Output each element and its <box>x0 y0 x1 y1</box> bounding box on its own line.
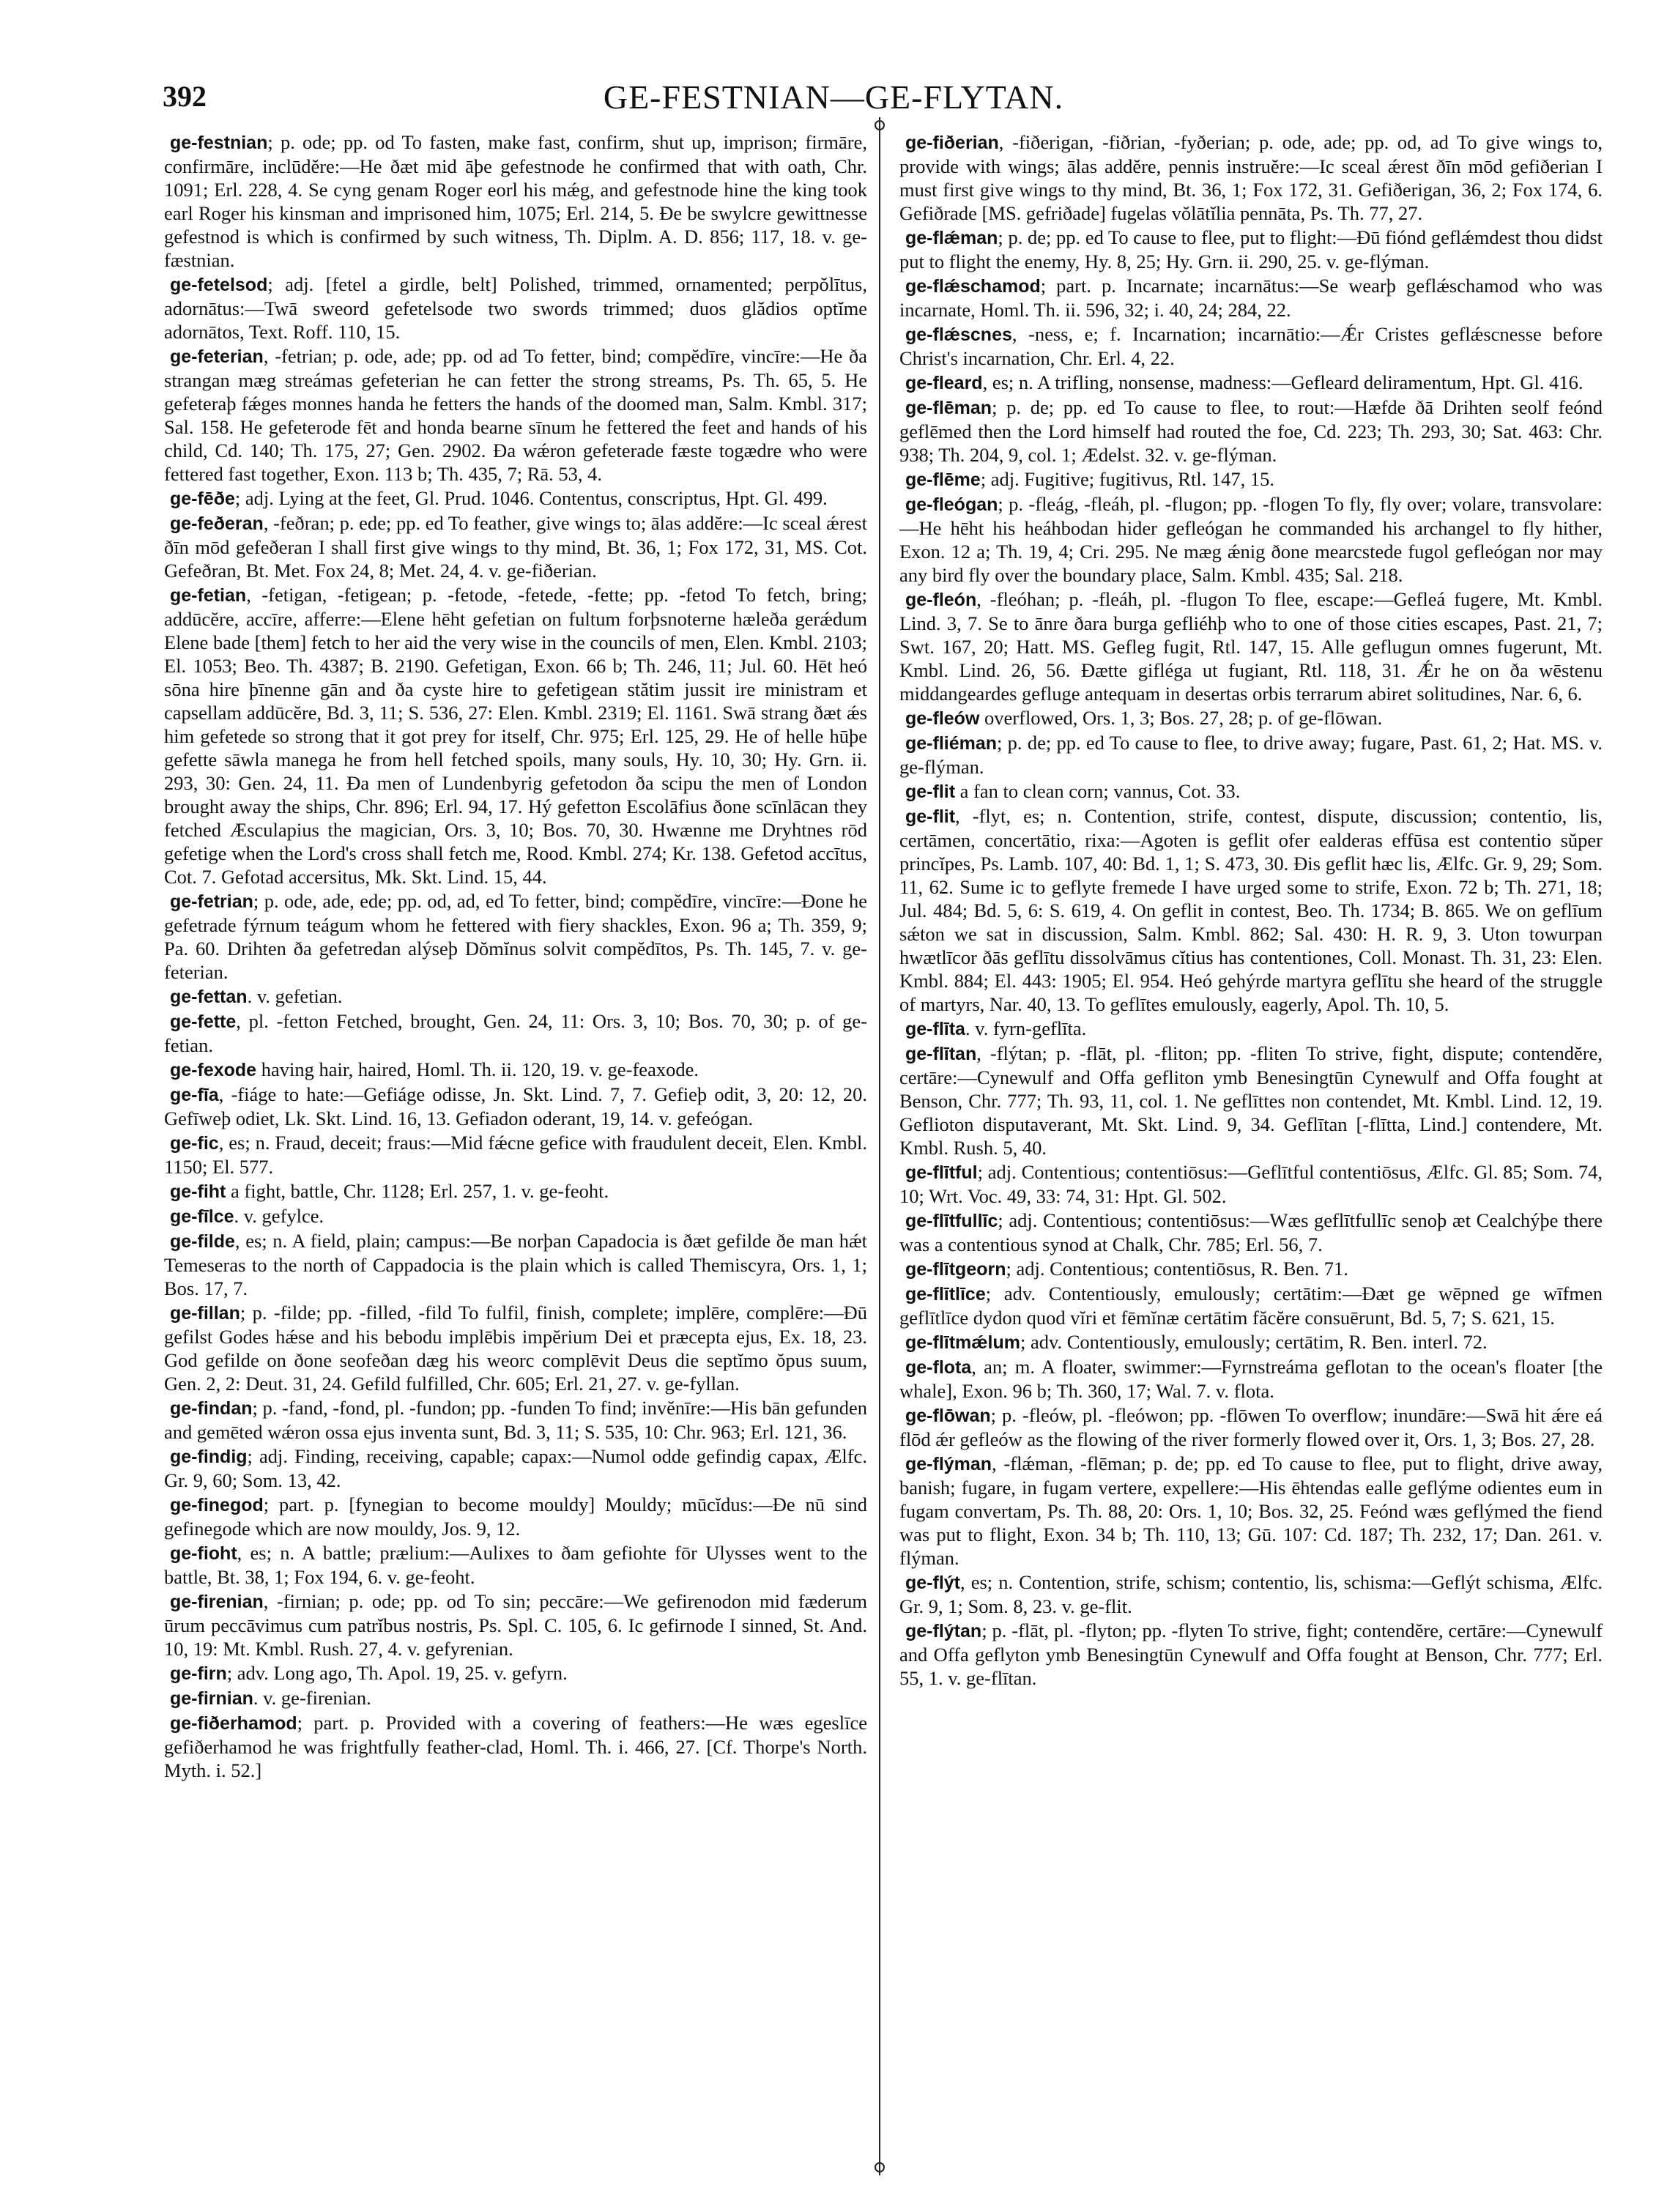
entry-definition: ; adj. Contentious; contentiōsus, R. Ben. 71. <box>1006 1258 1348 1280</box>
dictionary-entry <box>899 492 1603 587</box>
entry-headword: ge-flit <box>905 782 956 802</box>
entry-headword: ge-fliéman <box>905 733 998 754</box>
dictionary-entry <box>899 1257 1603 1281</box>
dictionary-entry <box>164 583 867 888</box>
entry-headword: ge-feterian <box>170 346 264 367</box>
dictionary-entry <box>164 1541 867 1589</box>
entry-headword: ge-flītlīce <box>905 1284 986 1304</box>
dictionary-entry <box>164 1058 867 1082</box>
entry-headword: ge-fetrian <box>170 891 253 912</box>
dictionary-entry <box>899 467 1603 491</box>
entry-definition: ; adj. Finding, receiving, capable; capax:—Numol odde gefindig capax, Ælfc. Gr. 9, 60; Som. 13, 42. <box>164 1445 867 1491</box>
entry-definition: ; p. -fleág, -fleáh, pl. -flugon; pp. -flogen To fly, fly over; volare, transvolare:—He hēht his heáhbodan hider gefleógan he commanded his archangel to fly hither, Exon. 12 a; Th. 19, 4; Cri. 295. Ne mæg ǽnig ðone mearcstede fugol gefleógan nor may any bird fly over the boundary place, Salm. Kmbl. 435; Sal. 218. <box>899 493 1603 586</box>
dictionary-entry <box>164 130 867 272</box>
entry-headword: ge-firenian <box>170 1592 264 1612</box>
entry-headword: ge-fīlce <box>170 1206 234 1227</box>
entry-headword: ge-flītfullīc <box>905 1211 998 1231</box>
entry-headword: ge-flýt <box>905 1573 960 1593</box>
entry-headword: ge-flīta <box>905 1019 965 1039</box>
entry-headword: ge-flit <box>905 806 956 827</box>
entry-headword: ge-flēman <box>905 398 992 418</box>
dictionary-entry <box>899 1452 1603 1570</box>
dictionary-entry <box>899 779 1603 803</box>
entry-definition: , -flyt, es; n. Contention, strife, contest, dispute, discussion; contentio, lis, certāmen, concertātio, rixa:—Agoten is geflit ofer ealderas effūsa est contentio sŭper princĭpes, Ps. Lamb. 107, 40: Bd. 1, 1; S. 473, 30. Ðis geflit hæc lis, Ælfc. Gr. 9, 29; Som. 11, 62. Sume ic to geflyte fremede I have urged some to strife, Exon. 72 b; Th. 271, 18; Jul. 484; Bd. 5, 6: S. 619, 4. On geflit in contest, Beo. Th. 1734; B. 865. We on geflīum sǽton we sat in discussion, Salm. Kmbl. 862; Sal. 430: H. R. 9, 3. Uton towurpan hwætlīcor ðās geflītu dissolvāmus cĭtius has contentiones, Coll. Monast. Th. 31, 23: Elen. Kmbl. 884; El. 443: 1905; El. 954. Heó gehýrde martyra geflītu she heard of the struggle of martyrs, Nar. 40, 13. To geflītes emulously, eagerly, Apol. Th. 10, 5. <box>899 805 1603 1015</box>
entry-definition: . v. ge-firenian. <box>253 1687 371 1709</box>
column-divider <box>879 123 880 2167</box>
entry-headword: ge-filde <box>170 1231 235 1252</box>
entry-definition: ; adj. Contentious; contentiōsus:—Wæs geflītfullīc senoþ æt Cealchýþe there was a contentious synod at Chalk, Chr. 785; Erl. 56, 7. <box>899 1209 1603 1255</box>
entry-headword: ge-fillan <box>170 1303 240 1324</box>
entry-definition: a fan to clean corn; vannus, Cot. 33. <box>955 780 1241 802</box>
dictionary-entry <box>164 1589 867 1660</box>
entry-definition: ; adj. [fetel a girdle, belt] Polished, trimmed, ornamented; perpŏlītus, adornātus:—Twā sweord gefetelsode two swords trimmed; duos glădios optĭme adornātos, Text. Roff. 110, 15. <box>164 273 867 343</box>
entry-headword: ge-fiht <box>170 1181 226 1202</box>
entry-definition: overflowed, Ors. 1, 3; Bos. 27, 28; p. of ge-flōwan. <box>979 707 1383 729</box>
entry-definition: , -fetrian; p. ode, ade; pp. od ad To fetter, bind; compĕdīre, vincīre:—He ða strangan mæg streámas gefeterian he can fetter the strong streams, Ps. Th. 65, 5. He gefeteraþ fǽges monnes handa he fetters the hands of the doomed man, Salm. Kmbl. 317; Sal. 158. He gefeterode fēt and honda bearne sīnum he fettered the feet and hands of his child, Cd. 140; Th. 175, 27; Gen. 2902. Ða wǽron gefeterade fæste togædre who were fettered fast together, Exon. 113 b; Th. 435, 7; Rā. 53, 4. <box>164 345 867 485</box>
entry-headword: ge-flītgeorn <box>905 1259 1006 1280</box>
entry-headword: ge-finegod <box>170 1495 264 1515</box>
entry-definition: ; part. p. Incarnate; incarnātus:—Se wearþ geflǽschamod who was incarnate, Homl. Th. ii. 596, 32; i. 40, 24; 284, 22. <box>899 275 1603 321</box>
entry-definition: having hair, haired, Homl. Th. ii. 120, 19. v. ge-feaxode. <box>256 1058 699 1080</box>
entry-headword: ge-fetian <box>170 585 247 606</box>
entry-headword: ge-fette <box>170 1012 237 1032</box>
entry-headword: ge-fiðerhamod <box>170 1713 297 1734</box>
dictionary-entry <box>899 1570 1603 1618</box>
entry-definition: ; p. ode, ade, ede; pp. od, ad, ed To fetter, bind; compĕdīre, vincīre:—Ðone he gefetrade fýrnum teágum whom he fettered with fiery shackles, Exon. 96 a; Th. 359, 9; Pa. 60. Drihten ða gefetredan alýseþ Dŏmĭnus solvit compĕdītos, Ps. Th. 145, 7. v. ge-feterian. <box>164 890 867 983</box>
entry-definition: , -flǽman, -flēman; p. de; pp. ed To cause to flee, put to flight, drive away, banish; fugare, in fugam vertere, expellere:—His ēhtendas ealle geflýme odientes eum in fugam convertam, Ps. Th. 88, 20: Ors. 1, 10; Bos. 32, 25. Feónd wæs geflýmed the fiend was put to flight, Exon. 34 b; Th. 110, 13; Gū. 107: Cd. 187; Th. 232, 17; Dan. 261. v. flýman. <box>899 1452 1603 1569</box>
dictionary-entry <box>899 322 1603 370</box>
entry-definition: , -firnian; p. ode; pp. od To sin; peccāre:—We gefirenodon mid fæderum ūrum peccāvimus cum patrĭbus nostris, Ps. Spl. C. 105, 6. Ic gefirnode I sinned, St. And. 10, 19: Mt. Kmbl. Rush. 27, 4. v. gefyrenian. <box>164 1590 867 1660</box>
entry-definition: , -fetigan, -fetigean; p. -fetode, -fetede, -fette; pp. -fetod To fetch, bring; addūcĕre, accīre, afferre:—Elene hēht gefetian on fultum forþsnoterne hæleða gerǽdum Elene bade [them] fetch to her aid the very wise in the councils of men, Elen. Kmbl. 2103; El. 1053; Beo. Th. 4387; B. 2190. Gefetigan, Exon. 66 b; Th. 246, 11; Jul. 60. Hēt heó sōna hire þīnenne gān and ða cyste hire to gefetigean stătim jussit ire ministram et capsellam addūcĕre, Bd. 3, 11; S. 536, 27: Elen. Kmbl. 2319; El. 1161. Swā strang ðæt ǽs him gefetede so strong that it got prey for itself, Chr. 975; Erl. 125, 29. He of helle hūþe gefette sāwla manega he from hell fetched spoils, many souls, Hy. 10, 30; Hy. Grn. ii. 293, 30: Gen. 24, 11. Ða men of Lundenbyrig gefetodon ða scipu the men of London brought away the ships, Chr. 896; Erl. 94, 17. Hý gefetton Escolāfius ðone scīnlācan they fetched Æsculapius the magician, Ors. 3, 10; Bos. 70, 30. Hwænne me Dryhtnes rōd gefetige when the Lord's cross shall fetch me, Rood. Kmbl. 274; Kr. 138. Gefetod accītus, Cot. 7. Gefotad accersitus, Mk. Skt. Lind. 15, 44. <box>164 584 867 888</box>
entry-headword: ge-findig <box>170 1447 248 1467</box>
entry-definition: a fight, battle, Chr. 1128; Erl. 257, 1. v. ge-feoht. <box>226 1180 609 1202</box>
entry-headword: ge-fettan <box>170 987 248 1007</box>
entry-definition: , es; n. A trifling, nonsense, madness:—Gefleard deliramentum, Hpt. Gl. 416. <box>982 371 1584 393</box>
dictionary-entry <box>899 396 1603 467</box>
entry-definition: ; adj. Lying at the feet, Gl. Prud. 1046. Contentus, conscriptus, Hpt. Gl. 499. <box>234 487 828 509</box>
dictionary-entry <box>164 511 867 582</box>
divider-ornament-top-icon <box>872 117 888 133</box>
entry-definition: , -flýtan; p. -flāt, pl. -fliton; pp. -fliten To strive, fight, dispute; contendĕre, certāre:—Cynewulf and Offa gefliton ymb Benesingtūn Cynewulf and Offa fought at Benson, Chr. 777; Th. 93, 11, col. 1. Ne geflīttes non contendet, Mt. Kmbl. Lind. 12, 19. Geflioton disputaverant, Mt. Skt. Lind. 9, 34. Geflītan [-flītta, Lind.] contendere, Mt. Kmbl. Rush. 5, 40. <box>899 1042 1603 1159</box>
entry-definition: , es; n. Contention, strife, schism; contentio, lis, schisma:—Geflýt schisma, Ælfc. Gr. 9, 1; Som. 8, 23. v. ge-flit. <box>899 1571 1603 1617</box>
dictionary-entry <box>899 1160 1603 1208</box>
entry-headword: ge-flǽman <box>905 228 998 248</box>
entry-definition: ; p. de; pp. ed To cause to flee, put to flight:—Ðū fiónd geflǽmdest thou didst put to flight the enemy, Hy. 8, 25; Hy. Grn. ii. 290, 25. v. ge-flýman. <box>899 226 1603 272</box>
entry-headword: ge-fioht <box>170 1543 237 1564</box>
dictionary-entry <box>899 1282 1603 1329</box>
dictionary-entry <box>164 1009 867 1057</box>
entry-headword: ge-festnian <box>170 133 268 153</box>
entry-headword: ge-fleard <box>905 373 983 393</box>
dictionary-entry <box>164 1661 867 1685</box>
dictionary-entry <box>164 1493 867 1540</box>
entry-headword: ge-fleógan <box>905 494 998 515</box>
divider-ornament-bottom-icon <box>872 2159 888 2175</box>
dictionary-entry <box>164 1444 867 1492</box>
entry-headword: ge-fiðerian <box>905 133 999 153</box>
entry-definition: ; p. -fand, -fond, pl. -fundon; pp. -funden To find; invĕnīre:—His bān gefunden and gemēted wǽron ossa ejus inventa sunt, Bd. 3, 11; S. 535, 10: Chr. 963; Erl. 121, 36. <box>164 1397 867 1443</box>
entry-definition: ; part. p. [fynegian to become mouldy] Mouldy; mūcĭdus:—Ðe nū sind gefinegode which are now mouldy, Jos. 9, 12. <box>164 1493 867 1540</box>
entry-headword: ge-flōwan <box>905 1406 991 1426</box>
entry-headword: ge-findan <box>170 1398 253 1419</box>
entry-definition: . v. gefylce. <box>234 1205 324 1227</box>
left-column <box>164 130 867 2137</box>
dictionary-entry <box>164 1396 867 1444</box>
dictionary-entry <box>164 1686 867 1710</box>
dictionary-entry <box>164 486 867 511</box>
dictionary-entry <box>899 1355 1603 1403</box>
entry-definition: , es; n. A battle; prælium:—Aulixes to ðam gefiohte fōr Ulysses went to the battle, Bt. 38, 1; Fox 194, 6. v. ge-feoht. <box>164 1542 867 1588</box>
entry-headword: ge-flītmǽlum <box>905 1332 1020 1353</box>
entry-definition: ; adv. Contentiously, emulously; certātim:—Ðæt ge wēpned ge wīfmen geflītlīce dydon quod vĭri et fēmĭnæ certātim făcĕre consuērunt, Bd. 5, 7; S. 621, 15. <box>899 1283 1603 1329</box>
dictionary-entry <box>164 1179 867 1203</box>
entry-definition: ; p. -fleów, pl. -fleówon; pp. -flōwen To overflow; inundāre:—Swā hit ǽre eá flōd ǽr gefleów as the flowing of the river formerly flowed over it, Ors. 1, 3; Bos. 27, 28. <box>899 1404 1603 1450</box>
entry-definition: , -fiáge to hate:—Gefiáge odisse, Jn. Skt. Lind. 7, 7. Gefieþ odit, 3, 20: 12, 20. Gefīweþ odiet, Lk. Skt. Lind. 16, 13. Gefiadon oderant, 19, 14. v. gefeógan. <box>164 1083 867 1129</box>
entry-definition: , -feðran; p. ede; pp. ed To feather, give wings to; ālas addĕre:—Ic sceal ǽrest ðīn mōd gefeðeran I shall first give wings to thy mind, Bt. 36, 1; Fox 172, 31, MS. Cot. Gefeðran, Bt. Met. Fox 24, 8; Met. 24, 4. v. ge-fiðerian. <box>164 512 867 582</box>
dictionary-entry <box>899 1209 1603 1256</box>
dictionary-entry <box>164 272 867 344</box>
dictionary-entry <box>899 1403 1603 1451</box>
entry-headword: ge-fetelsod <box>170 275 268 295</box>
entry-headword: ge-flītan <box>905 1044 977 1064</box>
dictionary-entry <box>899 804 1603 1016</box>
dictionary-entry <box>164 1204 867 1228</box>
entry-definition: ; p. -flāt, pl. -flyton; pp. -flyten To strive, fight; contendĕre, certāre:—Cynewulf and Offa geflyton ymb Benesingtūn Cynewulf and Offa fought at Benson, Chr. 777; Erl. 55, 1. v. ge-flītan. <box>899 1619 1603 1689</box>
entry-headword: ge-flýtan <box>905 1621 982 1641</box>
entry-headword: ge-firnian <box>170 1688 253 1709</box>
entry-headword: ge-fexode <box>170 1060 257 1080</box>
entry-definition: ; adv. Long ago, Th. Apol. 19, 25. v. gefyrn. <box>226 1662 568 1684</box>
dictionary-entry <box>899 226 1603 273</box>
entry-headword: ge-fic <box>170 1133 219 1154</box>
entry-headword: ge-fleón <box>905 590 977 610</box>
entry-headword: ge-fēðe <box>170 489 235 509</box>
dictionary-entry <box>899 731 1603 779</box>
entry-headword: ge-fīa <box>170 1085 219 1105</box>
entry-definition: , -fiðerigan, -fiðrian, -fyðerian; p. ode, ade; pp. od, ad To give wings to, provide with wings; ālas addĕre, pennis instruĕre:—Ic sceal ǽrest ðīn mōd gefiðerian I must first give wings to thy mind, Bt. 36, 1; Fox 172, 31. Gefiðerigan, 36, 2; Fox 174, 6. Gefiðrade [MS. gefriðade] fugelas vŏlātĭlia pennāta, Ps. Th. 77, 27. <box>899 131 1603 224</box>
entry-headword: ge-flītful <box>905 1162 978 1183</box>
entry-definition: , an; m. A floater, swimmer:—Fyrnstreáma geflotan to the ocean's floater [the whale], Exon. 96 b; Th. 360, 17; Wal. 7. v. flota. <box>899 1356 1603 1402</box>
dictionary-entry <box>899 1017 1603 1041</box>
dictionary-entry <box>899 130 1603 225</box>
entry-definition: . v. gefetian. <box>247 985 343 1007</box>
entry-headword: ge-flýman <box>905 1454 992 1474</box>
entry-definition: , es; n. A field, plain; campus:—Be norþan Capadocia is ðæt gefilde ðe man hǽt Temeseras to the north of Cappadocia is the plain which is called Themiscyra, Ors. 1, 1; Bos. 17, 7. <box>164 1230 867 1299</box>
entry-definition: , -ness, e; f. Incarnation; incarnātio:—Ǽr Cristes geflǽscnesse before Christ's incarnation, Chr. Erl. 4, 22. <box>899 323 1603 369</box>
dictionary-entry <box>164 1083 867 1130</box>
dictionary-entry <box>164 984 867 1009</box>
entry-definition: ; p. ode; pp. od To fasten, make fast, confirm, shut up, imprison; firmāre, confirmāre, inclūdĕre:—He ðæt mid āþe gefestnode he confirmed that with oath, Chr. 1091; Erl. 228, 4. Se cyng genam Roger eorl his mǽg, and gefestnode hine the king took earl Roger his kinsman and imprisoned him, 1075; Erl. 214, 5. Ðe be swylcre gewittnesse gefestnod is which is confirmed by such witness, Th. Diplm. A. D. 856; 117, 18. v. ge-fæstnian. <box>164 131 867 271</box>
dictionary-entry <box>899 706 1603 730</box>
entry-headword: ge-flǽschamod <box>905 276 1041 297</box>
dictionary-entry <box>899 587 1603 705</box>
dictionary-entry <box>899 274 1603 322</box>
entry-headword: ge-feðeran <box>170 513 264 534</box>
running-head: GE-FESTNIAN—GE-FLYTAN. <box>603 78 1064 116</box>
dictionary-entry <box>899 1330 1603 1354</box>
page-number: 392 <box>163 80 207 113</box>
entry-definition: ; adj. Contentious; contentiōsus:—Geflītful contentiōsus, Ælfc. Gl. 85; Som. 74, 10; Wrt. Voc. 49, 33: 74, 31: Hpt. Gl. 502. <box>899 1161 1603 1207</box>
entry-definition: , -fleóhan; p. -fleáh, pl. -flugon To flee, escape:—Gefleá fugere, Mt. Kmbl. Lind. 3, 7. Se to ānre ðara burga gefliéhþ who to one of those cities escapes, Past. 21, 7; Swt. 167, 20; Hatt. MS. Gefleg fugit, Rtl. 147, 15. Alle geflugun omnes fugerunt, Mt. Kmbl. Lind. 26, 56. Ðætte gifléga ut fugiant, Rtl. 118, 31. Ǽr he on ða wēstenu middangeardes gefluge antequam in desertas orbis terrarum abiret solitudines, Nar. 6, 6. <box>899 588 1603 705</box>
dictionary-entry <box>164 344 867 486</box>
right-column <box>899 130 1603 2137</box>
dictionary-entry <box>164 1131 867 1179</box>
entry-headword: ge-flēme <box>905 470 981 490</box>
entry-definition: , pl. -fetton Fetched, brought, Gen. 24, 11: Ors. 3, 10; Bos. 70, 30; p. of ge-fetian. <box>164 1010 867 1056</box>
entry-definition: ; adv. Contentiously, emulously; certātim, R. Ben. interl. 72. <box>1020 1331 1488 1353</box>
entry-definition: ; adj. Fugitive; fugitivus, Rtl. 147, 15. <box>980 468 1275 490</box>
dictionary-entry <box>164 1301 867 1395</box>
dictionary-entry <box>164 889 867 984</box>
entry-headword: ge-fleów <box>905 708 980 729</box>
dictionary-entry <box>164 1229 867 1300</box>
entry-definition: ; p. de; pp. ed To cause to flee, to rout:—Hæfde ðā Drihten seolf feónd geflēmed then the Lord himself had routed the foe, Cd. 223; Th. 293, 30; Sat. 463: Chr. 938; Th. 204, 9, col. 1; Ædelst. 32. v. ge-flýman. <box>899 396 1603 466</box>
entry-headword: ge-firn <box>170 1663 227 1684</box>
dictionary-entry <box>899 371 1603 395</box>
dictionary-entry <box>899 1042 1603 1159</box>
entry-definition: ; p. -filde; pp. -filled, -fild To fulfil, finish, complete; implēre, complēre:—Ðū gefilst Godes hǽse and his bebodu implēbis impĕrium Dei et præcepta ejus, Ex. 18, 23. God gefilde on ðone seofeðan dæg his weorc complēvit Deus die septĭmo ŏpus suum, Gen. 2, 2: Deut. 31, 24. Gefild fulfilled, Chr. 605; Erl. 21, 27. v. ge-fyllan. <box>164 1302 867 1395</box>
entry-headword: ge-flǽscnes <box>905 324 1012 345</box>
entry-definition: , es; n. Fraud, deceit; fraus:—Mid fǽcne gefice with fraudulent deceit, Elen. Kmbl. 1150; El. 577. <box>164 1132 867 1178</box>
entry-headword: ge-flota <box>905 1357 972 1378</box>
dictionary-entry <box>164 1711 867 1782</box>
entry-definition: . v. fyrn-geflīta. <box>965 1017 1087 1039</box>
entry-definition: ; part. p. Provided with a covering of feathers:—He wæs egeslīce gefiðerhamod he was frightfully feather-clad, Homl. Th. i. 466, 27. [Cf. Thorpe's North. Myth. i. 52.] <box>164 1712 867 1781</box>
entry-definition: ; p. de; pp. ed To cause to flee, to drive away; fugare, Past. 61, 2; Hat. MS. v. ge-flýman. <box>899 732 1603 778</box>
dictionary-entry <box>899 1619 1603 1690</box>
